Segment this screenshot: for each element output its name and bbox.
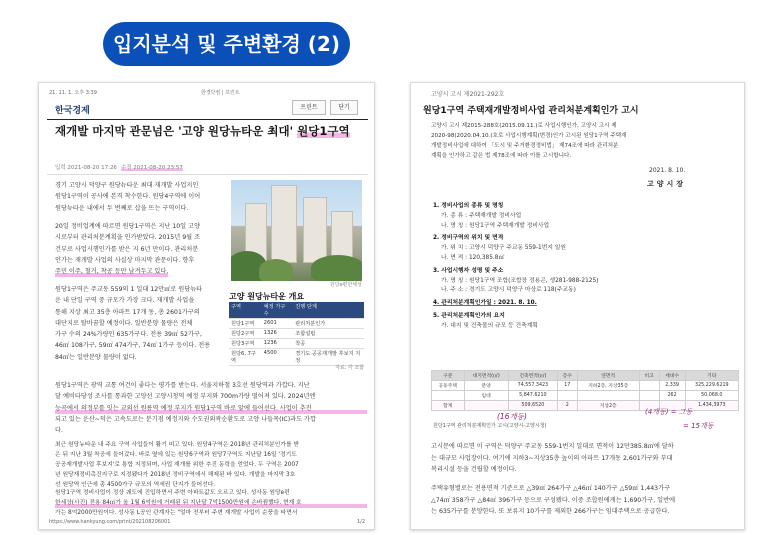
header bbox=[0, 0, 773, 84]
article-headline: 재개발 마지막 관문넘은 '고양 원당뉴타운 최대' 원당1구역 bbox=[55, 124, 350, 138]
paragraph-1: 경기 고양시 덕양구 원당뉴타운 최대 재개발 사업지인 원당1구역이 공사에 본격 착수한다. 원당4구역에 이어 원당뉴타운 내에서 두 번째로 삽을 뜨는 구역이다. bbox=[55, 182, 201, 212]
section-item: 가. 위 치 : 고양시 덕양구 주교동 559-1번지 일원 bbox=[441, 245, 566, 252]
print-button[interactable]: 프린트 bbox=[292, 100, 326, 115]
column-header: 진행 단계 bbox=[293, 302, 364, 319]
section-heading: 4. 관리처분계획인가일 : 2021. 8. 10. bbox=[433, 300, 537, 307]
section-item: 가. 종 류 : 주택재개발 정비사업 bbox=[441, 212, 522, 219]
newtown-table bbox=[229, 302, 364, 366]
apartment-photo bbox=[231, 180, 362, 281]
notice-body: 고양시 고시 제2015-288호(2015.09.11.)로 사업시행인가, 고양시 고시 제 2020-98(2020.04.10.)호로 사업시행계획(변경)인가 고시된 원당1구역 주택재 개발정비사업에 대하여 「도시 및 주거환경정비법」 제74조에 따라 관리처분 계획을 인가하고 같은 법 제78조에 따라 이를 고시합니다. bbox=[431, 123, 627, 159]
section-item: 나. 면 적 : 120,385.8㎡ bbox=[441, 254, 505, 261]
photo-caption: 원당e편한세상 bbox=[329, 282, 362, 288]
table-row: 임대 5,847.6210 262 50,068.0 bbox=[432, 391, 739, 401]
divider bbox=[47, 119, 368, 120]
paragraph-4: 원당1구역은 광역 교통 여건이 좋다는 평가를 받는다. 서울지하철 3호선 원당역과 가깝다. 지난 달 예비타당성 조사를 통과한 고양선 고양시청역 예정 부지와 700m가량 떨어져 있다. 2024년엔 능곡에서 의정부를 잇는 교외선 원릉역 예정 부지가 원당1구역 바로 앞에 들어선다. 사업이 추진 되고 있는 운산~덕은 고속도로는 분기점 예정지와 수도권외곽순환도로 고양 나들목(IC)과도 가깝 다. bbox=[55, 380, 367, 436]
column-header: 구역 bbox=[229, 302, 262, 319]
table-row: 합계 509,6520 2 지상2층 1,434,3973 bbox=[432, 401, 739, 411]
divider bbox=[47, 174, 368, 175]
article-url[interactable]: https://www.hankyung.com/print/202108206001 bbox=[49, 519, 171, 525]
table-row: 원당1구역 2601 관리처분인가 bbox=[229, 319, 364, 329]
summary-paragraph-2: 주택유형별로는 전용면적 기준으로 △39㎡ 264가구 △46㎡ 140가구 △59㎡ 1,443가구 △74㎡ 358가구 △84㎡ 396가구 등으로 구성됐다. 이중 조합원에게는 1,690가구, 일반에 는 635가구를 분양한다. 또 보류지 10가구를 제외한 266가구는 임대주택으로 공급한다. bbox=[431, 485, 676, 516]
table-header-row: 구분 대지면적(㎡) 건축면적(㎡) 층수 연면적 비고 세대수 기타 bbox=[432, 371, 739, 381]
table-row: 원당3구역 1236 착공 bbox=[229, 339, 364, 349]
notice-number: 고양시 고시 제2021-292호 bbox=[431, 91, 505, 98]
table-caption: 원당1구역 관리처분계획인가 고시(고양시-고양시청) bbox=[433, 423, 547, 429]
handwritten-note: = 15개동 bbox=[683, 422, 714, 430]
section-item: 나. 명 칭 : 원당1구역 주택재개발 정비사업 bbox=[441, 222, 550, 229]
article-dates: 입력 2021-08-20 17:26 수정 2021-08-20 23:57 bbox=[55, 165, 183, 171]
section-heading: 5. 관리처분계획인가의 요지 bbox=[433, 312, 505, 319]
building-plan-table bbox=[431, 370, 739, 411]
notice-panel bbox=[410, 82, 745, 530]
paragraph-6: 원당1구역 정비사업이 정상 궤도에 진입하면서 주변 아파트값도 오르고 있다. 성사동 원당e편 한세상(사진) 전용 84㎡가 올 1월 6억원에 거래된 뒤 지난달 7억1500만원에 손바뀜했다. 현재 호 가는 8억2000만원이다. 성사동 L공인 관계자는 "얼마 전부터 주변 재개발 사업이 순풍을 타면서 bbox=[55, 488, 367, 518]
table-row: 원당2구역 1326 조합설립 bbox=[229, 329, 364, 339]
page-title: 입지분석 및 주변환경 (2) bbox=[113, 32, 340, 56]
table-source: 자료: 각 조합 bbox=[334, 365, 364, 371]
table-row: 공동주택 분양 74,557.3423 17 지하2층, 지상35층 2,339 325,229.6219 bbox=[432, 381, 739, 391]
newspaper-logo: 한국경제 bbox=[55, 106, 90, 116]
paragraph-3: 원당1구역은 주교동 559의 1 일대 12만㎡로 원당뉴타 운 내 단일 구역 중 규모가 가장 크다. 재개발 사업을 통해 지상 최고 35층 아파트 17개 동, 총 2601가구의 대단지로 탈바꿈할 예정이다. 일반분양 물량은 전체 가구 수의 24%가량인 635가구다. 전용 39㎡ 52가구, 46㎡ 108가구, 59㎡ 474가구, 74㎡ 1가구 등이다. 전용 84㎡는 일반분양 물량이 없다. bbox=[55, 286, 211, 361]
column-header: 예정 가구 수 bbox=[262, 302, 294, 319]
section-item: 가. 대지 및 건축물의 규모 등 건축계획 bbox=[441, 322, 538, 329]
table-row: 원당6, 7구역 4500 경기도 공공재개발 후보지 지정 bbox=[229, 349, 364, 366]
print-title: 한경닷컴 | 프린트 bbox=[201, 90, 240, 96]
table-title: 고양 원당뉴타운 개요 bbox=[229, 292, 305, 301]
paragraph-2: 20일 정비업계에 따르면 원당1구역은 지난 10일 고양 시로부터 관리처분계획을 인가받았다. 2015년 9월 조 건부로 사업시행인가를 받은 지 6년 만이다. 관리처분 인가는 재개발 사업의 사실상 마지막 관문이다. 향후 주민 이주, 철거, 착공 등만 남겨두고 있다. bbox=[55, 221, 200, 277]
sign-date: 2021. 8. 10. bbox=[649, 167, 686, 174]
section-heading: 2. 정비구역의 위치 및 면적 bbox=[433, 235, 504, 242]
tree-shape bbox=[311, 255, 362, 281]
summary-paragraph-1: 고시문에 따르면 이 구역은 덕양구 주교동 559-1번지 일대로 면적이 12만385.8㎡에 달하 는 대규모 사업장이다. 여기에 지하3~지상35층 높이의 아파트 17개동 2,601가구와 부대 복리시설 등을 건립할 예정이다. bbox=[431, 443, 674, 474]
section-item: 가. 명 칭 : 원당1구역 조합(조합장 정용곤, 생281-988-2125) bbox=[441, 277, 599, 284]
notice-items bbox=[433, 199, 733, 332]
paragraph-5: 최근 원당뉴타운 내 주요 구역 사업들이 활기 띠고 있다. 원당4구역은 2018년 관리처분인가를 받 은 뒤 지난 3월 착공에 들어갔다. 바로 옆에 있는 원당6구역과 원당7구역도 지난달 16일 '경기도 공공재개발사업 후보지'로 통합 지정되며, 사업 재개를 위한 추진 동력을 얻었다. 두 구역은 2007 년 원당재정비촉진지구로 지정됐다가 2018년 정비구역에서 해제된 바 있다. 개발을 마지막 3호 선 원당역 인근에 총 4500가구 규모의 역세권 단지가 들어선다. bbox=[55, 442, 299, 488]
handwritten-note: (4개동) = 그동 bbox=[645, 408, 693, 416]
table-header-row bbox=[229, 302, 364, 319]
handwritten-note: (16개동) bbox=[497, 412, 527, 421]
building-shape bbox=[271, 185, 297, 263]
news-article-panel bbox=[38, 82, 375, 530]
signer: 고양시장 bbox=[647, 180, 687, 188]
building-shape bbox=[303, 197, 327, 263]
section-item: 나. 주 소 : 경기도 고양시 덕양구 마상로 118(주교동) bbox=[441, 287, 576, 294]
section-heading: 3. 사업시행자 성명 및 주소 bbox=[433, 267, 504, 274]
close-button[interactable]: 닫기 bbox=[330, 100, 358, 115]
page-number: 1/2 bbox=[357, 519, 366, 525]
notice-title: 원당1구역 주택재개발정비사업 관리처분계획인가 고시 bbox=[423, 106, 639, 116]
section-heading: 1. 정비사업의 종류 및 명칭 bbox=[433, 203, 504, 209]
print-date: 21. 11. 1. 오후 3:39 bbox=[49, 90, 97, 96]
tree-shape bbox=[259, 259, 293, 281]
